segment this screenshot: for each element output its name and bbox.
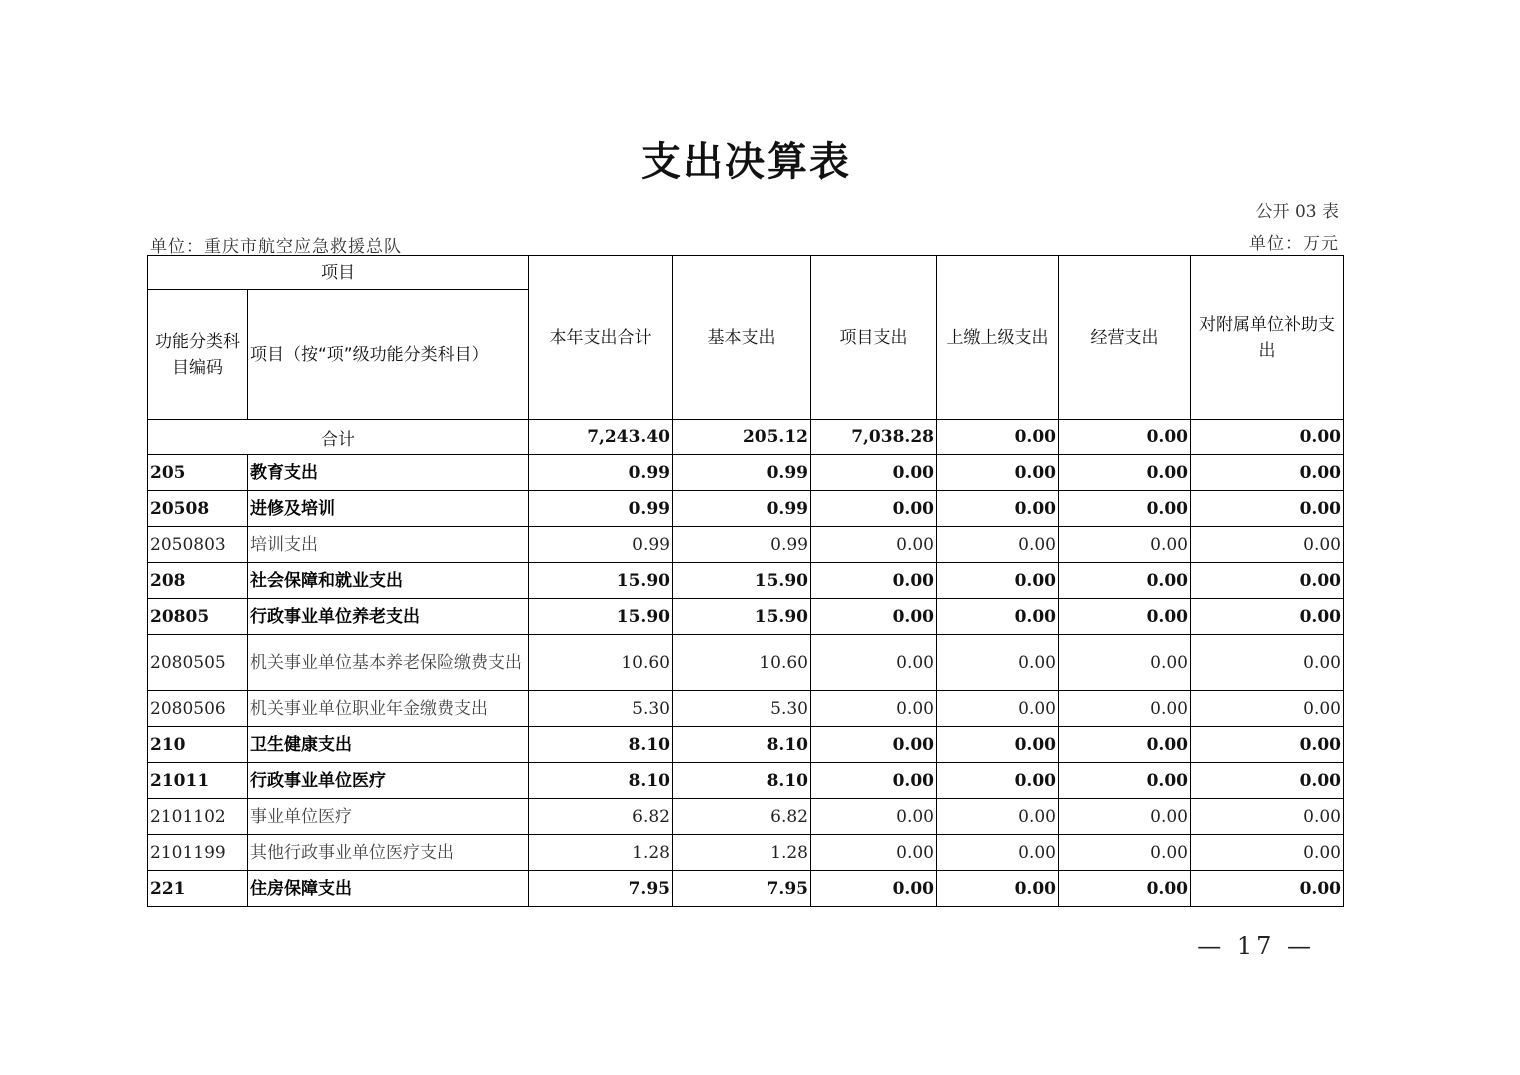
row-value: 0.99 [529, 527, 673, 563]
row-value: 0.00 [937, 455, 1059, 491]
row-value: 0.00 [811, 599, 937, 635]
header-subsidy: 对附属单位补助支出 [1191, 256, 1344, 420]
table-row [148, 491, 1344, 527]
row-name: 住房保障支出 [248, 871, 529, 907]
row-value: 8.10 [529, 727, 673, 763]
table-row [148, 871, 1344, 907]
row-value: 0.00 [811, 635, 937, 691]
row-value: 0.00 [811, 563, 937, 599]
row-name: 机关事业单位职业年金缴费支出 [248, 691, 529, 727]
row-value: 0.00 [1191, 871, 1344, 907]
header-upper: 上缴上级支出 [937, 256, 1059, 420]
row-value: 0.00 [937, 799, 1059, 835]
row-value: 0.00 [811, 727, 937, 763]
row-value: 0.00 [811, 799, 937, 835]
row-value: 0.00 [1059, 599, 1191, 635]
row-value: 0.00 [1191, 763, 1344, 799]
row-value: 0.00 [811, 527, 937, 563]
row-value: 15.90 [529, 563, 673, 599]
table-row [148, 835, 1344, 871]
row-value: 0.00 [1191, 635, 1344, 691]
header-item: 项目支出 [811, 256, 937, 420]
row-value: 0.00 [1059, 835, 1191, 871]
row-value: 0.00 [937, 871, 1059, 907]
row-value: 0.00 [937, 635, 1059, 691]
row-value: 0.00 [937, 527, 1059, 563]
row-name: 进修及培训 [248, 491, 529, 527]
row-name: 其他行政事业单位医疗支出 [248, 835, 529, 871]
row-value: 0.00 [811, 763, 937, 799]
row-name: 事业单位医疗 [248, 799, 529, 835]
table-row [148, 599, 1344, 635]
row-code: 2050803 [148, 527, 248, 563]
row-value: 0.00 [937, 691, 1059, 727]
total-value: 0.00 [1191, 420, 1344, 455]
unit-currency: 单位：万元 [1249, 234, 1339, 254]
unit-organization: 单位：重庆市航空应急救援总队 [150, 237, 402, 257]
row-code: 205 [148, 455, 248, 491]
table-row [148, 691, 1344, 727]
row-value: 0.00 [937, 491, 1059, 527]
row-value: 10.60 [673, 635, 811, 691]
row-value: 6.82 [529, 799, 673, 835]
row-value: 5.30 [673, 691, 811, 727]
header-total: 本年支出合计 [529, 256, 673, 420]
row-code: 2080505 [148, 635, 248, 691]
row-value: 5.30 [529, 691, 673, 727]
row-name: 教育支出 [248, 455, 529, 491]
row-value: 0.00 [1191, 835, 1344, 871]
table-row [148, 727, 1344, 763]
row-name: 机关事业单位基本养老保险缴费支出 [248, 635, 529, 691]
row-value: 0.00 [1191, 491, 1344, 527]
row-code: 208 [148, 563, 248, 599]
row-value: 0.00 [1191, 799, 1344, 835]
header-name: 项目（按“项”级功能分类科目） [248, 290, 529, 420]
row-value: 8.10 [673, 727, 811, 763]
expenditure-table [147, 255, 1344, 907]
row-name: 社会保障和就业支出 [248, 563, 529, 599]
row-code: 2101199 [148, 835, 248, 871]
row-value: 0.00 [937, 563, 1059, 599]
row-value: 0.00 [1059, 763, 1191, 799]
row-value: 0.00 [1059, 727, 1191, 763]
row-value: 0.00 [1059, 455, 1191, 491]
total-label: 合计 [148, 420, 529, 455]
row-value: 0.00 [1059, 563, 1191, 599]
total-value: 0.00 [937, 420, 1059, 455]
row-code: 21011 [148, 763, 248, 799]
total-value: 7,243.40 [529, 420, 673, 455]
total-row [148, 420, 1344, 455]
row-value: 0.00 [1191, 691, 1344, 727]
table-number: 公开 03 表 [1255, 202, 1339, 222]
page-number: — 17 — [1197, 932, 1315, 960]
header-business: 经营支出 [1059, 256, 1191, 420]
row-value: 0.00 [1191, 727, 1344, 763]
row-name: 培训支出 [248, 527, 529, 563]
row-value: 0.00 [811, 691, 937, 727]
row-value: 1.28 [529, 835, 673, 871]
row-value: 0.00 [1059, 491, 1191, 527]
row-value: 0.00 [937, 727, 1059, 763]
row-value: 0.00 [811, 491, 937, 527]
row-code: 2101102 [148, 799, 248, 835]
row-value: 7.95 [673, 871, 811, 907]
row-value: 0.99 [673, 491, 811, 527]
row-value: 0.00 [937, 835, 1059, 871]
row-value: 0.00 [1059, 799, 1191, 835]
row-value: 0.00 [1191, 455, 1344, 491]
total-value: 205.12 [673, 420, 811, 455]
row-value: 8.10 [529, 763, 673, 799]
row-value: 0.00 [811, 835, 937, 871]
row-name: 卫生健康支出 [248, 727, 529, 763]
row-value: 15.90 [529, 599, 673, 635]
row-value: 8.10 [673, 763, 811, 799]
table-row [148, 455, 1344, 491]
page-title: 支出决算表 [641, 138, 851, 185]
row-value: 0.00 [811, 871, 937, 907]
row-code: 2080506 [148, 691, 248, 727]
row-value: 0.00 [1059, 635, 1191, 691]
row-value: 0.00 [1191, 599, 1344, 635]
row-value: 0.99 [673, 527, 811, 563]
row-value: 0.00 [811, 455, 937, 491]
row-name: 行政事业单位医疗 [248, 763, 529, 799]
row-value: 0.99 [529, 491, 673, 527]
total-value: 0.00 [1059, 420, 1191, 455]
header-basic: 基本支出 [673, 256, 811, 420]
header-project: 项目 [148, 256, 529, 290]
table-row [148, 799, 1344, 835]
row-value: 0.00 [1059, 527, 1191, 563]
table-row [148, 563, 1344, 599]
table-row [148, 635, 1344, 691]
row-value: 1.28 [673, 835, 811, 871]
row-value: 0.00 [1059, 871, 1191, 907]
header-code: 功能分类科目编码 [148, 290, 248, 420]
row-value: 0.00 [937, 763, 1059, 799]
row-value: 0.99 [673, 455, 811, 491]
total-value: 7,038.28 [811, 420, 937, 455]
table-row [148, 527, 1344, 563]
row-value: 0.00 [1059, 691, 1191, 727]
row-value: 0.99 [529, 455, 673, 491]
row-name: 行政事业单位养老支出 [248, 599, 529, 635]
row-value: 7.95 [529, 871, 673, 907]
row-value: 0.00 [1191, 563, 1344, 599]
row-code: 210 [148, 727, 248, 763]
row-value: 15.90 [673, 599, 811, 635]
row-value: 0.00 [1191, 527, 1344, 563]
row-code: 221 [148, 871, 248, 907]
row-code: 20805 [148, 599, 248, 635]
row-value: 10.60 [529, 635, 673, 691]
row-value: 0.00 [937, 599, 1059, 635]
row-code: 20508 [148, 491, 248, 527]
row-value: 15.90 [673, 563, 811, 599]
table-row [148, 763, 1344, 799]
row-value: 6.82 [673, 799, 811, 835]
